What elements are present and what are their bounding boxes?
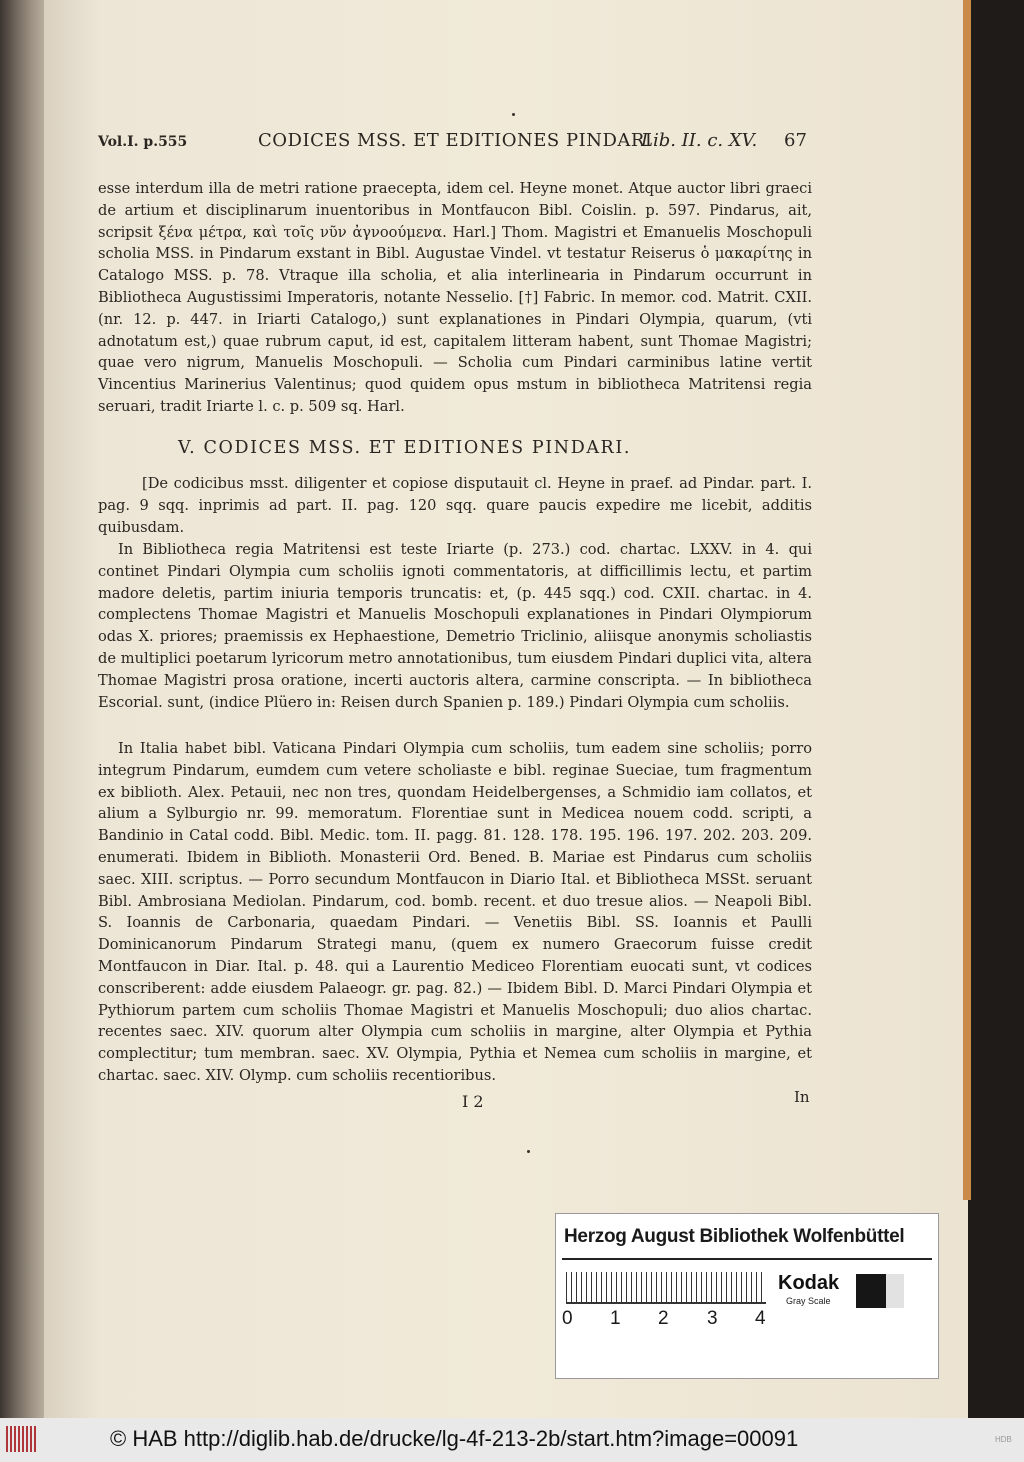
barcode-icon [6, 1426, 36, 1452]
color-calibration-card [555, 1213, 939, 1379]
signature-mark: I 2 [462, 1092, 484, 1111]
running-head-book-ref: Lib. II. c. XV. [641, 130, 758, 151]
copyright-url[interactable]: © HAB http://diglib.hab.de/drucke/lg-4f-213-2b/start.htm?image=00091 [110, 1426, 799, 1451]
running-head-title: CODICES MSS. ET EDITIONES PINDARI [258, 130, 653, 151]
book-spine-edge [0, 0, 44, 1418]
print-speck [527, 1150, 530, 1153]
gray-scale-label: Gray Scale [786, 1296, 831, 1306]
ruler-number: 2 [658, 1308, 669, 1329]
scale-ruler-base [566, 1302, 766, 1304]
footer-bar [0, 1418, 1024, 1462]
card-divider [562, 1258, 932, 1260]
kodak-logo: Kodak [778, 1272, 840, 1294]
section-heading: V. CODICES MSS. ET EDITIONES PINDARI. [178, 438, 632, 458]
gray-swatch [886, 1274, 904, 1308]
continued-paragraph: esse interdum illa de metri ratione praecepta, idem cel. Heyne monet. Atque auctor libri graeci de artium et disciplinarum inuentoribus in Montfaucon Bibl. Coislin. p. 597. Pindarus, ait, scripsit ξένα μέτρα, καὶ τοῖς νῦν ἀγνοούμενα. Harl.] Thom. Magistri et Emanuelis Moschopuli scholia MSS. in Pindarum exstant in Bibl. Augustae Vindel. vt testatur Reiserus ὁ μακαρίτης in Catalogo MSS. p. 78. Vtraque illa scholia, et alia interlinearia in Pindarum occurrunt in Bibliotheca Augustissimi Imperatoris, notante Nesselio. [†] Fabric. In memor. cod. Matrit. CXII. (nr. 12. p. 447. in Iriarti Catalogo,) sunt explanationes in Pindari Olympia, quarum, (vti adnotatum est,) quae rubrum caput, id est, capitalem litteram habent, sunt Thomae Magistri; quae vero nigrum, Manuelis Moschopuli. — Scholia cum Pindari carminibus latine vertit Vincentius Marinerius Valentinus; quod quidem opus mstum in bibliotheca Matritensi regia seruari, tradit Iriarte l. c. p. 509 sq. Harl. [98, 180, 812, 415]
running-head [98, 130, 812, 158]
page-edge-orange [963, 0, 971, 1200]
black-swatch [856, 1274, 886, 1308]
catchword: In [794, 1088, 810, 1106]
card-title: Herzog August Bibliothek Wolfenbüttel [564, 1226, 905, 1247]
ruler-numbers [562, 1308, 782, 1338]
page-number: 67 [784, 130, 807, 151]
print-speck [512, 113, 515, 116]
paragraph-intro: [De codicibus msst. diligenter et copiose disputauit cl. Heyne in praef. ad Pindar. part. I. pag. 9 sqq. inprimis ad part. II. pag. 120 sqq. quare paucis expedire me licebit, additis quibusdam. [98, 475, 812, 536]
paragraph-italy: In Italia habet bibl. Vaticana Pindari Olympia cum scholiis, tum eadem sine scholiis; porro integrum Pindarum, eumdem cum vetere scholiaste e bibl. reginae Sueciae, tum fragmentum ex biblioth. Alex. Petauii, nec non tres, quondam Heidelbergenses, a Schmidio iam collatos, et alium a Sylburgio nr. 99. memoratum. Florentiae sunt in Medicea nouem codd. scripti, a Bandinio in Catal codd. Bibl. Medic. tom. II. pagg. 81. 128. 178. 195. 196. 197. 202. 203. 209. enumerati. Ibidem in Biblioth. Monasterii Ord. Bened. B. Mariae est Pindarus cum scholiis saec. XIII. scriptus. — Porro secundum Montfaucon in Diario Ital. et Bibliotheca MSSt. seruant Bibl. Ambrosiana Mediolan. Pindarum, cod. bomb. recent. et duo tresue alios. — Neapoli Bibl. S. Ioannis de Carbonaria, quaedam Pindari. — Venetiis Bibl. SS. Ioannis et Paulli Dominicanorum Pindarum Strategi manu, (quem ex numero Graecorum fuisse credit Montfaucon in Diar. Ital. p. 48. qui a Laurentio Mediceo Florentiam euocati sunt, vt codices conscriberent: adde eiusdem Palaeogr. gr. pag. 82.) — Ibidem Bibl. D. Marci Pindari Olympia et Pythiorum partem cum scholiis Thomae Magistri et Manuelis Moschopuli; duo alios chartac. recentes saec. XIV. quorum alter Olympia cum scholiis in margine, alter Olympia et Pythia complectitur; tum membran. saec. XV. Olympia, Pythia et Nemea cum scholiis in margine, et chartac. saec. XIV. Olymp. cum scholiis recentioribus. [98, 740, 812, 1084]
ruler-number: 4 [755, 1308, 766, 1329]
running-head-volume-ref: Vol.I. p.555 [98, 134, 188, 150]
footer-mark: HDB [995, 1435, 1012, 1444]
ruler-number: 1 [610, 1308, 621, 1329]
ruler-number: 0 [562, 1308, 573, 1329]
ruler-number: 3 [707, 1308, 718, 1329]
scale-ruler [566, 1272, 766, 1302]
paragraph-spain: In Bibliotheca regia Matritensi est teste Iriarte (p. 273.) cod. chartac. LXXV. in 4. qui continet Pindari Olympia cum scholiis ignoti commentatoris, at difficillimis lectu, et partim madore deletis, partim iniuria temporis truncatis: et, (p. 445 sqq.) cod. CXII. chartac. in 4. complectens Thomae Magistri et Manuelis Moschopuli explanationes in Pindari Olympiorum odas X. priores; praemissis ex Hephaestione, Demetrio Triclinio, aliisque anonymis scholiastis de multiplici poetarum lyricorum metro annotationibus, tum eiusdem Pindari duplici vita, altera Thomae Magistri prosa oratione, incerti auctoris altera, carmine conscripta. — In bibliotheca Escorial. sunt, (indice Plüero in: Reisen durch Spanien p. 189.) Pindari Olympia cum scholiis. [98, 541, 812, 711]
